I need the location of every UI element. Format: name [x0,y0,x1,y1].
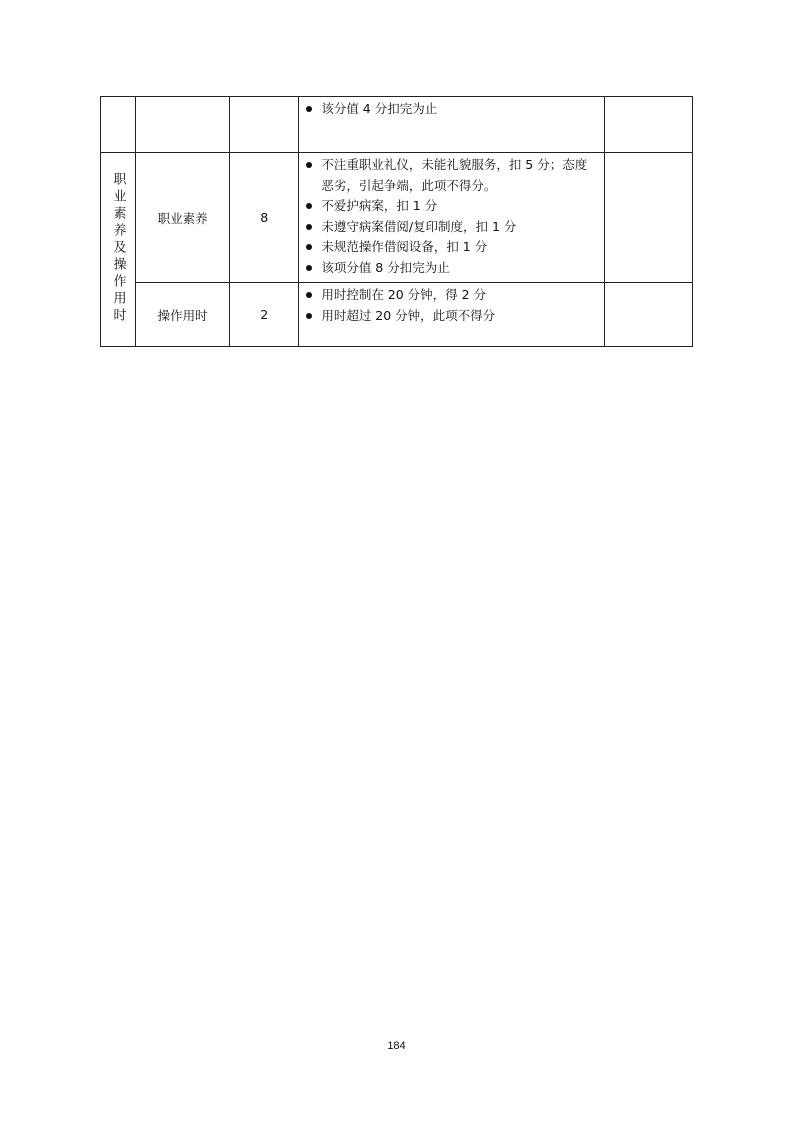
criteria-item: 不爱护病案，扣 1 分 [305,196,598,217]
page-number: 184 [387,1040,406,1052]
table-row [101,283,693,347]
score-value: 8 [260,210,269,225]
criteria-item: 该项分值 8 分扣完为止 [305,258,598,279]
criteria-cell [299,153,605,283]
table-row [101,97,693,153]
score-cell [230,97,299,153]
note-cell [604,97,692,153]
category-label: 职业素养及操作用时 [110,171,126,325]
item-cell [136,283,230,347]
criteria-item: 该分值 4 分扣完为止 [305,99,598,120]
criteria-cell [299,97,605,153]
item-cell [136,153,230,283]
criteria-item: 用时控制在 20 分钟，得 2 分 [305,285,598,306]
note-cell [604,153,692,283]
criteria-item: 不注重职业礼仪，未能礼貌服务，扣 5 分；态度恶劣，引起争端，此项不得分。 [305,155,598,196]
criteria-list [305,285,598,326]
item-cell [136,97,230,153]
criteria-item: 未规范操作借阅设备，扣 1 分 [305,237,598,258]
item-label: 操作用时 [157,307,208,323]
criteria-cell [299,283,605,347]
score-cell [230,153,299,283]
score-cell [230,283,299,347]
criteria-item: 用时超过 20 分钟，此项不得分 [305,306,598,327]
category-cell [101,153,136,347]
note-cell [604,283,692,347]
table-row [101,153,693,283]
item-label: 职业素养 [157,210,208,226]
criteria-list [305,99,598,120]
scoring-table [100,96,693,347]
criteria-item: 未遵守病案借阅/复印制度，扣 1 分 [305,217,598,238]
score-value: 2 [260,307,269,322]
criteria-list [305,155,598,278]
category-cell [101,97,136,153]
